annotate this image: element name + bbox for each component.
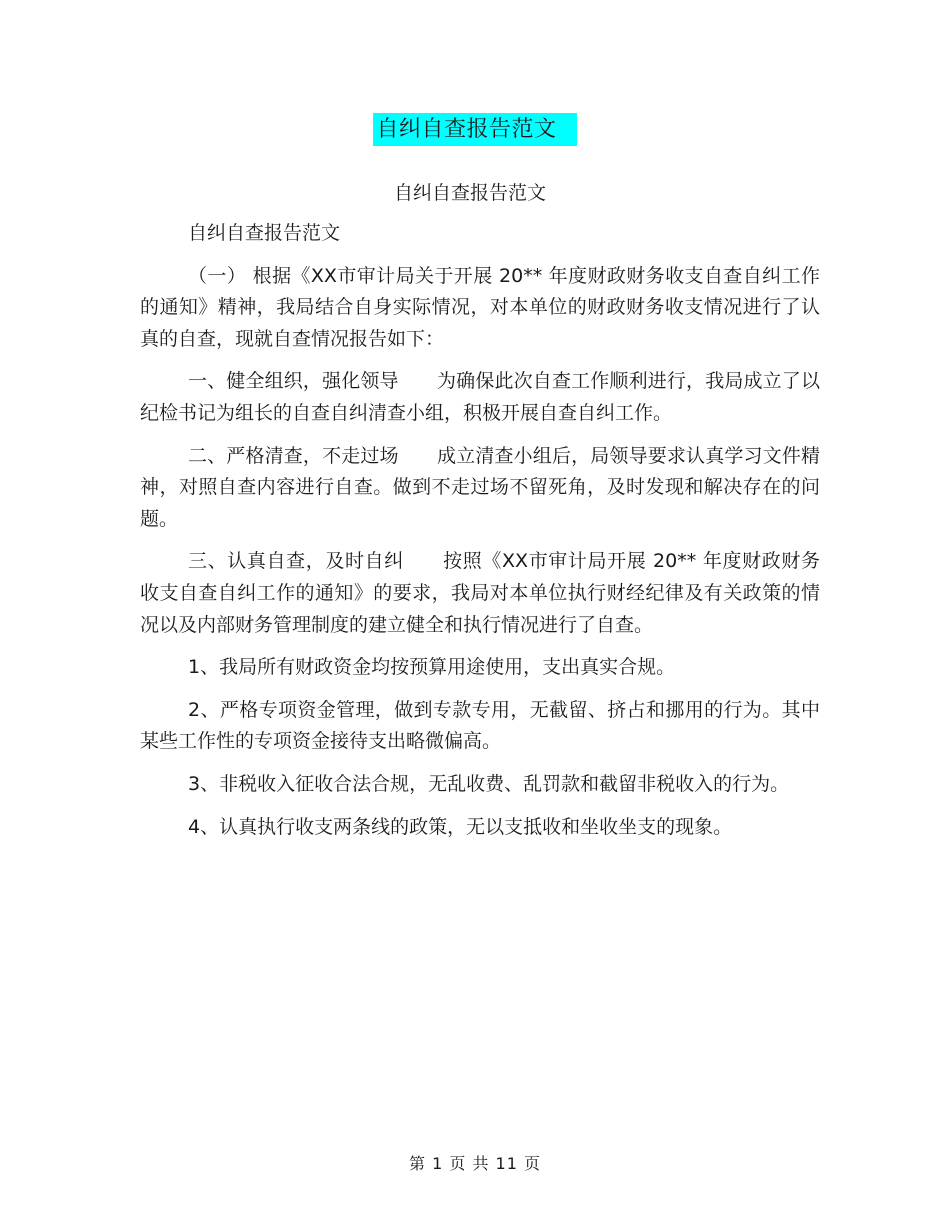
page-number-footer: 第 1 页 共 11 页 bbox=[409, 1154, 541, 1173]
document-subtitle: 自纠自查报告范文 bbox=[393, 182, 546, 204]
paragraph-item-2: 2、严格专项资金管理，做到专款专用，无截留、挤占和挪用的行为。其中某些工作性的专项资金接待支出略微偏高。 bbox=[140, 698, 820, 753]
paragraph-item-3: 3、非税收入征收合法合规，无乱收费、乱罚款和截留非税收入的行为。 bbox=[188, 772, 790, 795]
paragraph-item-1: 1、我局所有财政资金均按预算用途使用，支出真实合规。 bbox=[188, 656, 676, 679]
document-body bbox=[140, 218, 820, 854]
paragraph-section-3: 三、认真自查，及时自纠 按照《XX市审计局开展 20** 年度财政财务收支自查自纠工作的通知》的要求，我局对本单位执行财经纪律及有关政策的情况以及内部财务管理制度的建立健全和执行情况进行了自查。 bbox=[140, 550, 820, 636]
paragraph-section-1: 一、健全组织，强化领导 为确保此次自查工作顺利进行，我局成立了以纪检书记为组长的自查自纠清查小组，积极开展自查自纠工作。 bbox=[140, 370, 820, 424]
title-container bbox=[0, 113, 950, 146]
paragraph-section-2: 二、严格清查，不走过场 成立清查小组后，局领导要求认真学习文件精神，对照自查内容进行自查。做到不走过场不留死角，及时发现和解决存在的问题。 bbox=[140, 444, 820, 530]
paragraph-heading: 自纠自查报告范文 bbox=[188, 222, 341, 244]
paragraph-intro: （一） 根据《XX市审计局关于开展 20** 年度财政财务收支自查自纠工作的通知》精神，我局结合自身实际情况，对本单位的财政财务收支情况进行了认真的自查，现就自查情况报告如下： bbox=[140, 264, 820, 350]
paragraph-item-4: 4、认真执行收支两条线的政策，无以支抵收和坐收坐支的现象。 bbox=[188, 815, 733, 838]
document-title: 自纠自查报告范文 bbox=[373, 113, 576, 146]
